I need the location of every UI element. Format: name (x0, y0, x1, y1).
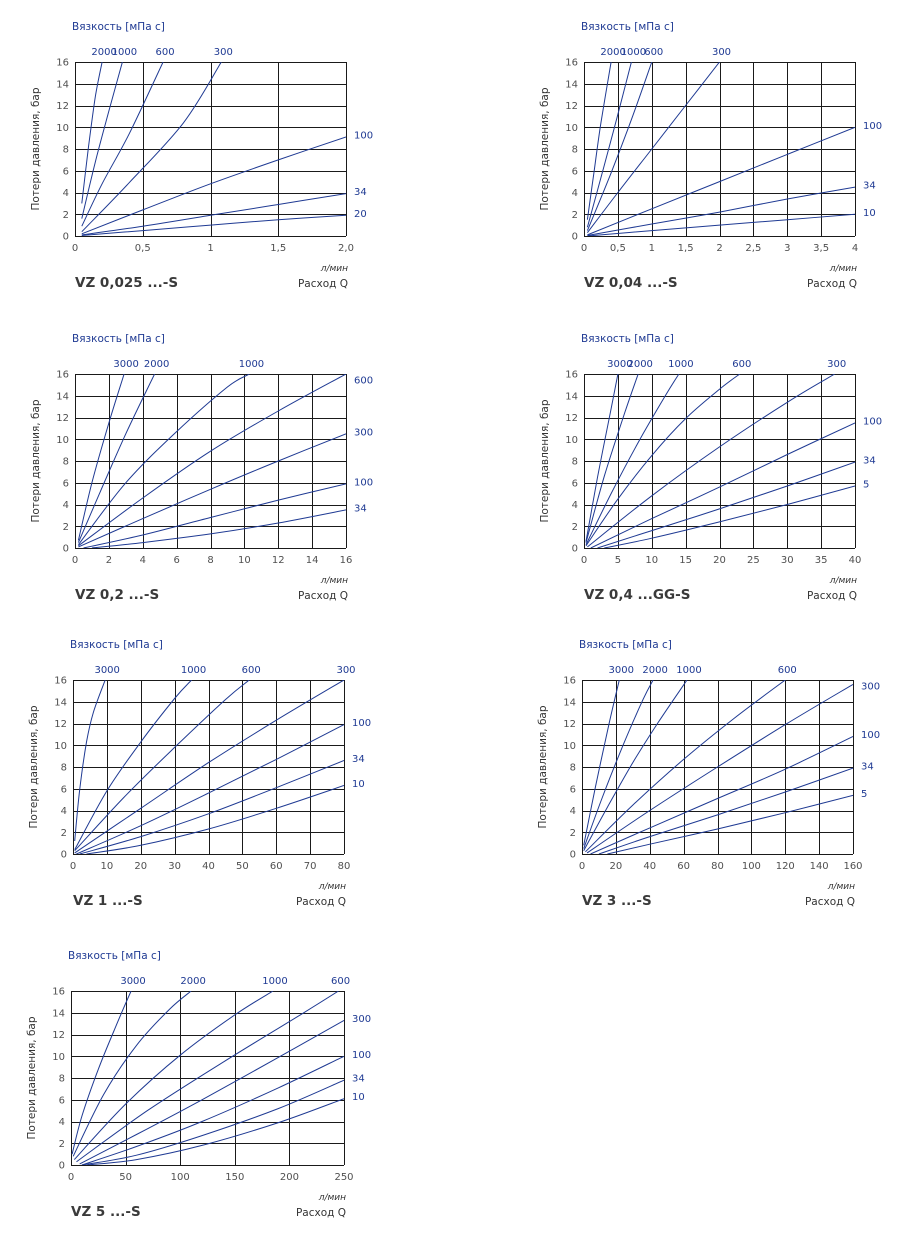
series-line-10 (87, 1099, 344, 1165)
y-tick-label: 10 (52, 1051, 65, 1063)
x-tick-label: 100 (741, 861, 761, 872)
y-tick-label: 6 (571, 166, 578, 178)
x-tick-label: 0 (578, 861, 586, 872)
series-label-300: 300 (827, 359, 847, 370)
x-tick-label: 80 (337, 861, 351, 872)
series-label-1000: 1000 (180, 665, 207, 676)
chart-grid (75, 62, 347, 237)
viscosity-label: Вязкость [мПа с] (70, 639, 163, 651)
y-tick-label: 4 (571, 500, 578, 511)
series-label-5: 5 (861, 788, 868, 800)
x-tick-label: 35 (814, 555, 828, 566)
y-tick-label: 14 (52, 1008, 65, 1020)
chart-vz02 (30, 333, 373, 603)
x-tick-label: 30 (780, 555, 794, 566)
y-tick-label: 16 (56, 369, 69, 381)
series-line-100 (591, 737, 854, 855)
y-tick-label: 0 (62, 543, 69, 555)
x-tick-label: 0 (580, 555, 588, 566)
series-label-2000: 2000 (627, 359, 653, 370)
x-tick-label: 25 (747, 555, 760, 566)
x-tick-label: 50 (119, 1172, 132, 1183)
y-axis-label: Потери давления, бар (539, 399, 551, 523)
y-tick-label: 16 (52, 986, 65, 998)
series-line-3000 (78, 374, 124, 540)
x-tick-label: 40 (202, 861, 215, 872)
y-tick-label: 6 (571, 478, 578, 490)
x-tick-label: 120 (775, 861, 795, 872)
chart-model-title: VZ 1 ...-S (73, 893, 143, 909)
x-tick-label: 1,5 (270, 243, 287, 254)
series-line-5 (604, 486, 855, 548)
y-tick-label: 14 (56, 391, 69, 403)
y-tick-label: 10 (565, 122, 578, 134)
x-tick-label: 200 (279, 1172, 299, 1183)
series-line-2000 (73, 991, 191, 1156)
x-tick-label: 0 (580, 243, 588, 254)
y-tick-label: 14 (563, 697, 576, 709)
y-tick-label: 6 (58, 1095, 65, 1107)
viscosity-label: Вязкость [мПа с] (579, 639, 672, 651)
series-label-300: 300 (711, 47, 732, 58)
x-unit-label: л/мин (827, 882, 855, 892)
series-line-34 (80, 761, 344, 855)
x-tick-label: 2 (716, 243, 723, 254)
series-label-1000: 1000 (620, 47, 647, 58)
x-tick-label: 40 (643, 861, 657, 872)
x-tick-label: 6 (173, 555, 180, 566)
x-tick-label: 8 (207, 555, 214, 566)
series-label-1000: 1000 (262, 976, 288, 987)
y-axis-label: Потери давления, бар (28, 705, 40, 829)
y-tick-label: 0 (571, 543, 578, 555)
series-label-300: 300 (354, 427, 374, 439)
y-tick-label: 14 (56, 79, 69, 91)
series-label-600: 600 (330, 976, 351, 987)
series-label-100: 100 (861, 730, 881, 742)
y-tick-label: 2 (571, 521, 578, 533)
x-unit-label: л/мин (318, 882, 346, 892)
series-label-600: 600 (644, 47, 664, 58)
y-tick-label: 10 (56, 122, 69, 134)
y-tick-label: 4 (60, 806, 67, 817)
series-line-1000 (587, 62, 631, 227)
chart-model-title: VZ 5 ...-S (71, 1204, 141, 1220)
y-tick-label: 10 (563, 740, 576, 752)
series-label-34: 34 (352, 1073, 365, 1085)
series-line-600 (82, 62, 163, 226)
series-label-600: 600 (155, 47, 175, 58)
x-tick-label: 16 (339, 555, 353, 566)
y-tick-label: 16 (54, 675, 67, 687)
y-axis-label: Потери давления, бар (30, 399, 42, 523)
x-axis-label: Расход Q (806, 278, 857, 290)
series-label-1000: 1000 (676, 665, 702, 676)
x-tick-label: 140 (809, 861, 829, 872)
y-tick-label: 4 (62, 188, 69, 199)
x-tick-label: 20 (134, 861, 148, 872)
x-tick-label: 100 (170, 1172, 190, 1183)
series-line-600 (77, 991, 339, 1162)
series-label-300: 300 (352, 1013, 372, 1025)
y-tick-label: 8 (62, 144, 69, 156)
series-label-2000: 2000 (91, 47, 117, 58)
x-axis-label: Расход Q (804, 896, 855, 908)
series-label-100: 100 (354, 130, 374, 142)
x-tick-label: 5 (614, 555, 622, 566)
series-line-1000 (586, 374, 679, 545)
y-tick-label: 2 (60, 827, 67, 839)
y-tick-label: 4 (58, 1117, 65, 1128)
y-tick-label: 12 (52, 1030, 65, 1041)
x-tick-label: 40 (848, 555, 862, 566)
chart-model-title: VZ 0,04 ...-S (584, 275, 678, 291)
y-tick-label: 14 (54, 697, 67, 709)
series-line-300 (587, 374, 834, 547)
y-axis-label: Потери давления, бар (26, 1016, 38, 1140)
x-tick-label: 0 (69, 861, 77, 872)
series-label-600: 600 (732, 359, 752, 370)
series-line-100 (591, 423, 855, 548)
x-tick-label: 15 (679, 555, 692, 566)
x-unit-label: л/мин (829, 576, 857, 586)
series-label-34: 34 (354, 503, 367, 515)
series-line-1000 (74, 991, 273, 1160)
x-unit-label: л/мин (320, 264, 348, 274)
y-tick-label: 12 (565, 413, 578, 424)
y-tick-label: 12 (563, 719, 576, 730)
series-line-100 (587, 127, 855, 235)
x-tick-label: 150 (225, 1172, 245, 1183)
y-tick-label: 12 (56, 413, 69, 424)
x-axis-label: Расход Q (297, 278, 348, 290)
x-tick-label: 30 (168, 861, 181, 872)
x-tick-label: 3,5 (813, 243, 830, 254)
series-label-20: 20 (354, 208, 367, 220)
chart-vz1 (28, 639, 371, 909)
y-tick-label: 8 (571, 144, 578, 156)
x-tick-label: 10 (100, 861, 114, 872)
series-label-34: 34 (863, 455, 876, 467)
y-tick-label: 8 (62, 456, 69, 468)
series-line-1000 (584, 680, 687, 851)
series-line-1000 (78, 374, 249, 545)
x-tick-label: 0,5 (134, 243, 151, 254)
y-tick-label: 12 (565, 101, 578, 112)
x-tick-label: 70 (303, 861, 317, 872)
y-tick-label: 10 (56, 434, 69, 446)
chart-grid (73, 680, 345, 855)
x-axis-label: Расход Q (295, 1207, 346, 1219)
chart-model-title: VZ 3 ...-S (582, 893, 652, 909)
series-label-10: 10 (352, 1092, 365, 1104)
x-tick-label: 2,0 (338, 243, 354, 254)
x-tick-label: 1 (648, 243, 655, 254)
y-tick-label: 8 (571, 456, 578, 468)
x-tick-label: 50 (236, 861, 249, 872)
y-tick-label: 16 (565, 369, 578, 381)
y-axis-label: Потери давления, бар (537, 705, 549, 829)
series-label-5: 5 (863, 479, 870, 491)
series-label-1000: 1000 (238, 359, 265, 370)
series-label-600: 600 (777, 665, 797, 676)
x-tick-label: 0 (67, 1172, 75, 1183)
y-tick-label: 4 (62, 500, 69, 511)
series-label-100: 100 (354, 477, 374, 489)
series-line-3000 (75, 680, 106, 841)
x-axis-label: Расход Q (295, 896, 346, 908)
x-tick-label: 160 (843, 861, 863, 872)
chart-vz04gg (539, 333, 882, 603)
y-tick-label: 4 (569, 806, 576, 817)
series-line-100 (84, 484, 347, 548)
viscosity-label: Вязкость [мПа с] (72, 21, 165, 33)
y-tick-label: 10 (565, 434, 578, 446)
series-line-2000 (587, 62, 611, 220)
x-tick-label: 0 (71, 555, 79, 566)
series-line-1000 (82, 62, 123, 219)
series-label-2000: 2000 (143, 359, 170, 370)
y-tick-label: 8 (60, 762, 67, 774)
series-label-34: 34 (352, 753, 365, 765)
series-label-3000: 3000 (94, 665, 120, 676)
y-tick-label: 2 (62, 209, 69, 221)
series-line-600 (585, 680, 785, 852)
y-axis-label: Потери давления, бар (30, 87, 42, 211)
x-tick-label: 10 (645, 555, 659, 566)
series-label-100: 100 (863, 120, 883, 132)
series-label-1000: 1000 (668, 359, 694, 370)
series-label-34: 34 (863, 180, 876, 192)
y-tick-label: 16 (563, 675, 576, 687)
y-tick-label: 16 (56, 57, 69, 69)
series-line-3000 (584, 680, 620, 845)
series-line-3000 (586, 374, 618, 542)
x-tick-label: 60 (677, 861, 690, 872)
y-tick-label: 0 (60, 849, 67, 861)
x-axis-label: Расход Q (806, 590, 857, 602)
chart-vz5 (26, 950, 371, 1220)
y-tick-label: 0 (569, 849, 576, 861)
series-label-10: 10 (352, 778, 365, 790)
x-unit-label: л/мин (320, 576, 348, 586)
x-tick-label: 20 (609, 861, 623, 872)
series-label-100: 100 (352, 718, 372, 730)
viscosity-label: Вязкость [мПа с] (581, 21, 674, 33)
x-unit-label: л/мин (829, 264, 857, 274)
x-tick-label: 2 (105, 555, 113, 566)
x-unit-label: л/мин (318, 1193, 346, 1203)
series-line-100 (82, 137, 346, 234)
x-tick-label: 14 (305, 555, 319, 566)
series-label-2000: 2000 (600, 47, 626, 58)
series-label-300: 300 (861, 681, 881, 693)
chart-model-title: VZ 0,4 ...GG-S (584, 587, 691, 603)
y-tick-label: 2 (571, 209, 578, 221)
x-tick-label: 12 (271, 555, 285, 566)
series-line-2000 (82, 62, 102, 203)
y-tick-label: 14 (565, 79, 578, 91)
series-label-600: 600 (354, 375, 374, 387)
series-label-100: 100 (352, 1049, 372, 1061)
x-tick-label: 2,5 (745, 243, 762, 254)
series-label-3000: 3000 (120, 976, 146, 987)
y-tick-label: 12 (56, 101, 69, 112)
y-tick-label: 2 (569, 827, 576, 839)
series-line-100 (82, 1056, 344, 1165)
chart-vz004 (539, 21, 882, 291)
x-tick-label: 10 (238, 555, 251, 566)
series-line-1000 (75, 680, 192, 850)
y-tick-label: 16 (565, 57, 578, 69)
y-tick-label: 8 (58, 1073, 65, 1085)
x-tick-label: 4 (139, 555, 146, 566)
x-tick-label: 60 (269, 861, 283, 872)
y-tick-label: 10 (54, 740, 67, 752)
y-tick-label: 6 (62, 478, 69, 490)
series-line-10 (587, 214, 855, 236)
y-tick-label: 6 (60, 784, 67, 796)
y-axis-label: Потери давления, бар (539, 87, 551, 211)
chart-grid (71, 991, 345, 1166)
x-tick-label: 20 (713, 555, 726, 566)
x-axis-label: Расход Q (297, 590, 348, 602)
series-label-2000: 2000 (180, 976, 206, 987)
series-label-600: 600 (241, 665, 261, 676)
y-tick-label: 0 (62, 231, 69, 243)
viscosity-label: Вязкость [мПа с] (68, 950, 161, 962)
y-tick-label: 14 (565, 391, 578, 403)
x-tick-label: 3 (784, 243, 791, 254)
series-line-34 (587, 187, 855, 235)
series-line-2000 (584, 680, 653, 849)
series-label-3000: 3000 (113, 359, 139, 370)
x-tick-label: 1,5 (677, 243, 694, 254)
series-label-100: 100 (863, 416, 883, 428)
chart-vz3 (537, 639, 880, 909)
series-label-1000: 1000 (111, 47, 138, 58)
series-line-5 (607, 795, 853, 854)
chart-model-title: VZ 0,2 ...-S (75, 587, 160, 603)
series-label-3000: 3000 (608, 665, 634, 676)
y-tick-label: 0 (58, 1160, 65, 1172)
series-label-34: 34 (354, 187, 367, 199)
series-label-34: 34 (861, 761, 874, 773)
chart-vz0025 (30, 21, 373, 291)
x-tick-label: 250 (334, 1172, 354, 1183)
series-line-300 (587, 684, 853, 853)
viscosity-label: Вязкость [мПа с] (72, 333, 165, 345)
x-tick-label: 0 (71, 243, 79, 254)
x-tick-label: 4 (851, 243, 859, 254)
series-label-10: 10 (863, 207, 876, 219)
y-tick-label: 2 (62, 521, 69, 533)
x-tick-label: 0,5 (609, 243, 626, 254)
y-tick-label: 12 (54, 719, 67, 730)
y-tick-label: 4 (571, 188, 578, 199)
series-label-3000: 3000 (607, 359, 633, 370)
y-tick-label: 0 (571, 231, 578, 243)
x-tick-label: 80 (711, 861, 724, 872)
series-label-300: 300 (336, 665, 356, 676)
x-tick-label: 1 (207, 243, 214, 254)
series-label-300: 300 (213, 47, 233, 58)
chart-model-title: VZ 0,025 ...-S (75, 275, 179, 291)
y-tick-label: 2 (58, 1138, 65, 1150)
y-tick-label: 6 (569, 784, 576, 796)
series-line-2000 (586, 374, 638, 543)
y-tick-label: 8 (569, 762, 576, 774)
viscosity-label: Вязкость [мПа с] (581, 333, 674, 345)
series-label-2000: 2000 (642, 665, 668, 676)
y-tick-label: 6 (62, 166, 69, 178)
